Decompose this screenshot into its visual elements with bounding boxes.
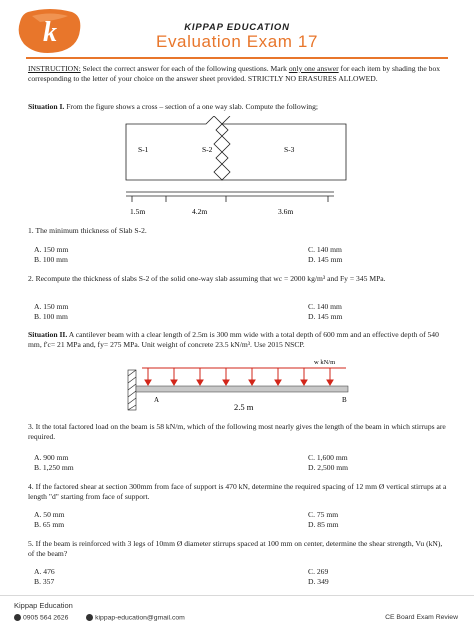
q4-option-a[interactable]: A. 50 mm bbox=[34, 510, 65, 519]
q1-option-a[interactable]: A. 150 mm bbox=[34, 245, 69, 254]
q4-option-b[interactable]: B. 65 mm bbox=[34, 520, 65, 529]
q2-option-a[interactable]: A. 150 mm bbox=[34, 302, 69, 311]
q5-option-b[interactable]: B. 357 bbox=[34, 577, 55, 586]
span-label-1: 1.5m bbox=[130, 207, 146, 216]
q3-option-d[interactable]: D. 2,500 mm bbox=[308, 463, 349, 472]
q4-option-c[interactable]: C. 75 mm bbox=[308, 510, 339, 519]
situation-2-text bbox=[28, 330, 448, 350]
q1-option-c[interactable]: C. 140 mm bbox=[308, 245, 342, 254]
situation-2-label: Situation II. bbox=[28, 330, 68, 339]
situation-2-body: A cantilever beam with a clear length of 2.5m is 300 mm wide with a total depth of 600 mm and an effective depth of 540 mm, f'c= 21 MPa and, fy= 275 MPa. Unit weight of concrete 23.5 kN/m³. Use 2015 NSCP. bbox=[28, 330, 439, 349]
question-4: 4. If the factored shear at section 300mm from face of support is 470 kN, determine the required spacing of 12 mm Ø vertical stirrups at a length "d" starting from face of support. bbox=[28, 482, 447, 501]
q1-option-d[interactable]: D. 145 mm bbox=[308, 255, 343, 264]
footer-company: Kippap Education bbox=[14, 601, 73, 610]
slab-label-s2: S-2 bbox=[202, 145, 213, 154]
question-2: 2. Recompute the thickness of slabs S-2 of the solid one-way slab assuming that wc = 2000 kg/m³ and Fy = 345 MPa. bbox=[28, 274, 386, 283]
logo-letter: k bbox=[43, 17, 57, 48]
support-a-label: A bbox=[154, 396, 160, 404]
phone-icon bbox=[14, 614, 21, 621]
slab-label-s3: S-3 bbox=[284, 145, 295, 154]
beam-body bbox=[136, 386, 348, 392]
q2-option-d[interactable]: D. 145 mm bbox=[308, 312, 343, 321]
q3-option-c[interactable]: C. 1,600 mm bbox=[308, 453, 348, 462]
q2-option-c[interactable]: C. 140 mm bbox=[308, 302, 342, 311]
footer-contact bbox=[14, 614, 185, 621]
question-1: 1. The minimum thickness of Slab S-2. bbox=[28, 226, 147, 235]
situation-1-body: From the figure shows a cross – section of a one way slab. Compute the following; bbox=[64, 102, 319, 111]
footer-review-label: CE Board Exam Review bbox=[385, 614, 458, 621]
instruction-block bbox=[28, 64, 448, 84]
distributed-load-arrows bbox=[145, 368, 333, 385]
exam-title: Evaluation Exam 17 bbox=[156, 32, 318, 51]
slab-label-s1: S-1 bbox=[138, 145, 149, 154]
q5-option-c[interactable]: C. 269 bbox=[308, 567, 329, 576]
span-label-3: 3.6m bbox=[278, 207, 294, 216]
slab-cross-section-figure bbox=[118, 116, 354, 222]
question-5: 5. If the beam is reinforced with 3 legs of 10mm Ø diameter stirrups spaced at 100 mm on center, determine the shear strength, Vu (kN), of the beam? bbox=[28, 539, 443, 558]
slab-outline-right bbox=[216, 116, 346, 180]
q3-option-a[interactable]: A. 900 mm bbox=[34, 453, 69, 462]
footer-phone: 0905 564 2626 bbox=[23, 614, 69, 622]
instruction-emphasis: only one answer bbox=[288, 64, 339, 73]
q4-option-d[interactable]: D. 85 mm bbox=[308, 520, 339, 529]
beam-length-label: 2.5 m bbox=[234, 402, 254, 412]
instruction-label: INSTRUCTION: bbox=[28, 64, 81, 73]
question-3: 3. It the total factored load on the beam is 58 kN/m, which of the following most nearly gives the length of the beam in which stirrups are required. bbox=[28, 422, 446, 441]
q2-option-b[interactable]: B. 100 mm bbox=[34, 312, 68, 321]
organization-name: KIPPAP EDUCATION bbox=[184, 22, 290, 33]
q5-option-d[interactable]: D. 349 bbox=[308, 577, 329, 586]
situation-1-label: Situation I. bbox=[28, 102, 65, 111]
header-divider bbox=[26, 57, 448, 59]
footer-divider bbox=[0, 595, 474, 596]
instruction-text-b: for each item by shading the box corresponding to the letter of your choice on the answer sheet provided. STRICTLY NO ERASURES ALLOWED. bbox=[28, 64, 441, 83]
span-label-2: 4.2m bbox=[192, 207, 208, 216]
q3-option-b[interactable]: B. 1,250 mm bbox=[34, 463, 74, 472]
support-b-label: B bbox=[342, 396, 347, 404]
cantilever-beam-figure bbox=[124, 356, 360, 418]
load-label: w kN/m bbox=[314, 359, 336, 366]
instruction-text-a: Select the correct answer for each of the following questions. Mark bbox=[80, 64, 289, 73]
q5-option-a[interactable]: A. 476 bbox=[34, 567, 55, 576]
q1-option-b[interactable]: B. 100 mm bbox=[34, 255, 68, 264]
footer-email[interactable]: kippap-education@gmail.com bbox=[95, 614, 185, 622]
situation-1-text bbox=[28, 102, 448, 112]
email-icon bbox=[86, 614, 93, 621]
